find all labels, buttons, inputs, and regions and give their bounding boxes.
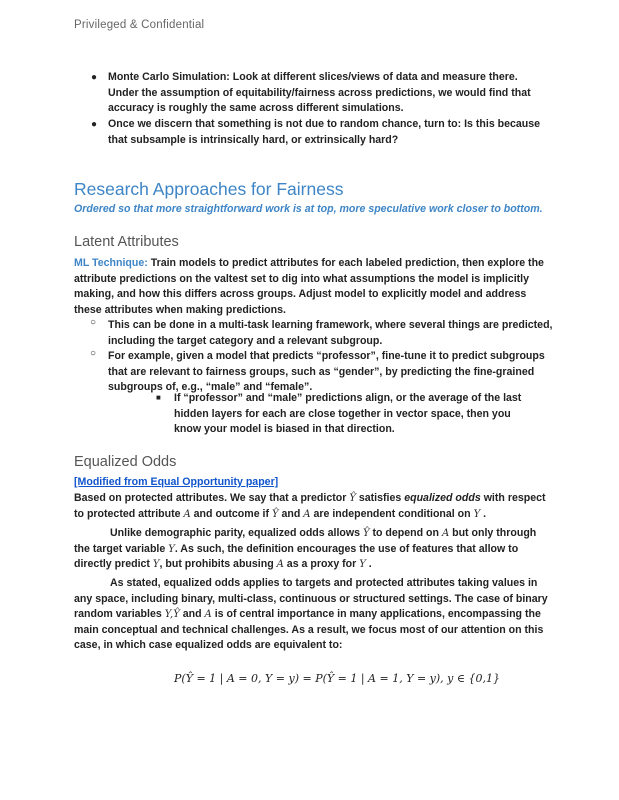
math-y: Y [359, 559, 366, 571]
section-subtitle: Ordered so that more straightforward work is at top, more speculative work closer to bottom. [74, 203, 543, 215]
text: is of central importance in many applications, encompassing the main conceptual and technical challenges. As a result, we focus most of our attention on this case, in which case equalized odds are equivalent to: [74, 608, 544, 652]
text: to depend on [369, 527, 442, 539]
equal-opportunity-link[interactable]: [Modified from Equal Opportunity paper] [74, 476, 279, 488]
text: and outcome if [190, 507, 272, 520]
bullet-discern: Once we discern that something is not due to random chance, turn to: Is this because that subsample is intrinsically hard, or extrinsically hard? [108, 118, 541, 146]
bullet-dot: ● [91, 119, 98, 130]
bullet-monte-carlo: Monte Carlo Simulation: Look at different slices/views of data and measure there. Under the assumption of equitability/fairness across predictions, we would find that accuracy is roughly the same across different simulations. [108, 71, 531, 115]
heading-equalized-odds: Equalized Odds [74, 454, 177, 470]
math-a: A [204, 609, 212, 621]
eqodds-paragraph-2 [74, 526, 552, 573]
math-yhat: Ŷ [173, 609, 180, 621]
text: are independent conditional on [310, 507, 474, 520]
page-header: Privileged & Confidential [74, 19, 205, 31]
text: as a proxy for [283, 558, 360, 571]
text: . As such, the definition encourages the use of features that allow to directly predict [74, 542, 519, 571]
math-yhat: Ŷ [362, 528, 370, 539]
latent-sub-sub-bullet: If “professor” and “male” predictions align, or the average of the last hidden layers for each are close together in vector space, then you know your model is biased in that direction. [174, 392, 522, 436]
text: satisfies [355, 492, 405, 504]
circle-bullet: ○ [90, 348, 97, 359]
latent-sub-bullet-2: For example, given a model that predicts “professor”, fine-tune it to predict subgroups that are relevant to fairness groups, such as “gender”, by predicting the fine-grained subgroups of, e.g., “male” and “female”. [108, 350, 545, 394]
square-bullet: ■ [156, 393, 161, 402]
text: Unlike demographic parity, equalized odds allows [110, 527, 363, 539]
eqodds-paragraph-1 [74, 491, 552, 522]
math-a: A [441, 528, 450, 539]
math-y: Y [168, 543, 175, 555]
text: Based on protected attributes. We say that a predictor [74, 492, 350, 504]
text: and [179, 608, 205, 621]
text-emphasis: equalized odds [404, 492, 481, 504]
math-a: A [303, 508, 311, 520]
text: and [278, 507, 304, 520]
math-yhat: Ŷ [271, 508, 279, 520]
text: , but prohibits abusing [159, 558, 277, 571]
text: but only through the target variable [74, 527, 537, 555]
latent-sub-bullet-1: This can be done in a multi-task learning framework, where several things are predicted, including the target category and a relevant subgroup. [108, 319, 553, 347]
comma: , [170, 609, 174, 621]
eqodds-paragraph-3 [74, 576, 552, 654]
text: As stated, equalized odds applies to targets and protected attributes taking values in any space, including binary, multi-class, continuous or structured settings. The case of binary random variables [74, 577, 548, 621]
ml-technique-label: ML Technique: [74, 257, 148, 269]
math-y: Y [164, 609, 170, 621]
heading-latent-attributes: Latent Attributes [74, 234, 179, 250]
latent-paragraph [74, 256, 552, 318]
period: . [365, 558, 372, 571]
text: with respect to protected attribute [74, 492, 546, 520]
math-a: A [276, 559, 284, 571]
period: . [480, 507, 487, 520]
circle-bullet: ○ [90, 317, 97, 328]
section-title-research: Research Approaches for Fairness [74, 179, 344, 199]
math-a: A [183, 508, 191, 520]
latent-text: Train models to predict attributes for each labeled prediction, then explore the attribute predictions on the valtest set to dig into what assumptions the model is implicitly making, and how this differs across groups. Adjust model to explicitly model and address these attributes when making predictions. [74, 257, 544, 316]
bullet-dot: ● [91, 72, 98, 83]
math-yhat: Ŷ [349, 493, 356, 504]
math-y: Y [152, 559, 160, 571]
equalized-odds-formula: P(Ŷ = 1 | A = 0, Y = y) = P(Ŷ = 1 | A = 1, Y = y), y ∈ {0,1} [174, 672, 501, 685]
math-y: Y [473, 508, 481, 520]
equal-opportunity-link-line [74, 475, 554, 491]
